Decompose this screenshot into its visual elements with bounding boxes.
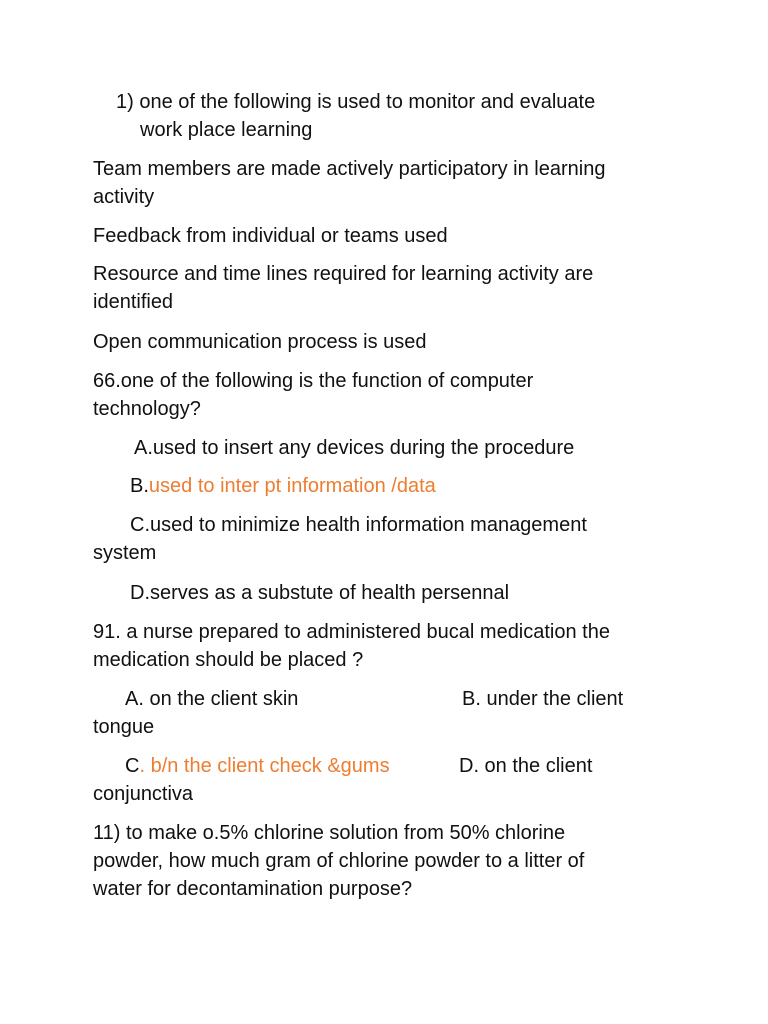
q66-option-c-line-1: C.used to minimize health information management	[130, 514, 587, 536]
q1-option-1-line-1: Team members are made actively participatory in learning	[93, 158, 606, 180]
q91-stem-line-2: medication should be placed ?	[93, 649, 364, 671]
q66-option-b	[130, 472, 436, 500]
q1-option-3-line-1: Resource and time lines required for learning activity are	[93, 263, 594, 285]
q11-stem-line-3: water for decontamination purpose?	[93, 878, 413, 900]
q66-option-d: D.serves as a substute of health persennal	[130, 582, 510, 604]
q11-stem-line-1: 11) to make o.5% chlorine solution from 50% chlorine	[93, 822, 566, 844]
q91-option-c-prefix: C	[125, 755, 140, 777]
q1-option-3-line-2: identified	[93, 291, 174, 313]
q66-option-b-answer: used to inter pt information /data	[148, 475, 436, 497]
q91-option-a: A. on the client skin	[125, 688, 299, 710]
q66-option-c-line-2: system	[93, 542, 157, 564]
q1-stem-line-1: 1) one of the following is used to monitor and evaluate	[116, 91, 596, 113]
q91-option-b: B. under the client	[462, 688, 624, 710]
q66-stem-line-2: technology?	[93, 398, 201, 420]
q91-option-d-continuation: conjunctiva	[93, 783, 194, 805]
q1-option-2: Feedback from individual or teams used	[93, 225, 448, 247]
q66-stem-line-1: 66.one of the following is the function of computer	[93, 370, 534, 392]
q66-option-b-prefix: B.	[130, 475, 149, 497]
q1-stem-line-2: work place learning	[140, 119, 313, 141]
q1-option-4: Open communication process is used	[93, 331, 427, 353]
q91-option-c-answer: . b/n the client check &gums	[139, 755, 390, 777]
q1-option-1-line-2: activity	[93, 186, 155, 208]
q11-stem-line-2: powder, how much gram of chlorine powder to a litter of	[93, 850, 585, 872]
q91-option-c	[125, 752, 390, 780]
q91-option-b-continuation: tongue	[93, 716, 155, 738]
q66-option-a: A.used to insert any devices during the procedure	[134, 437, 575, 459]
q91-stem-line-1: 91. a nurse prepared to administered bucal medication the	[93, 621, 610, 643]
q91-option-d: D. on the client	[459, 755, 593, 777]
